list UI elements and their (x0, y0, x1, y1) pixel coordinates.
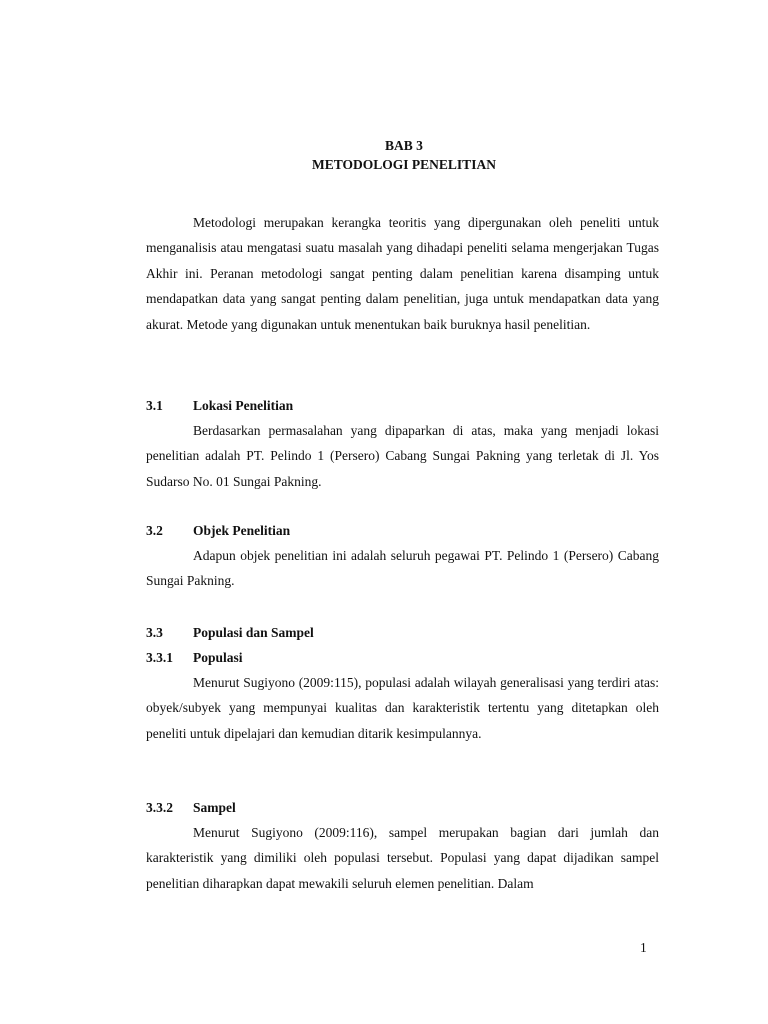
section-heading-3-1 (146, 397, 293, 415)
section-body-3-1: Berdasarkan permasalahan yang dipaparkan di atas, maka yang menjadi lokasi penelitian adalah PT. Pelindo 1 (Persero) Cabang Sungai Pakning yang terletak di Jl. Yos Sudarso No. 01 Sungai Pakning. (146, 423, 659, 489)
page-number: 1 (640, 940, 647, 955)
chapter-label: BAB 3 (385, 138, 423, 153)
section-heading-3-3-2 (146, 799, 236, 817)
section-heading-3-3 (146, 624, 314, 642)
section-title: Sampel (193, 800, 236, 815)
section-number: 3.2 (146, 523, 163, 538)
section-number: 3.3 (146, 625, 163, 640)
section-number: 3.1 (146, 398, 163, 413)
section-heading-3-2 (146, 522, 290, 540)
intro-paragraph: Metodologi merupakan kerangka teoritis yang dipergunakan oleh peneliti untuk menganalisis atau mengatasi suatu masalah yang dihadapi peneliti selama mengerjakan Tugas Akhir ini. Peranan metodologi sangat penting dalam penelitian karena disamping untuk mendapatkan data yang sangat penting dalam penelitian, juga untuk mendapatkan data yang akurat. Metode yang digunakan untuk menentukan baik buruknya hasil penelitian. (146, 215, 659, 332)
section-body-3-3-1: Menurut Sugiyono (2009:115), populasi adalah wilayah generalisasi yang terdiri atas: obyek/subyek yang mempunyai kualitas dan karakteristik tertentu yang ditetapkan oleh peneliti untuk dipelajari dan kemudian ditarik kesimpulannya. (146, 675, 659, 741)
section-number: 3.3.2 (146, 800, 173, 815)
section-number: 3.3.1 (146, 650, 173, 665)
section-title: Populasi (193, 650, 243, 665)
section-body-3-2: Adapun objek penelitian ini adalah seluruh pegawai PT. Pelindo 1 (Persero) Cabang Sungai Pakning. (146, 548, 659, 589)
chapter-title: METODOLOGI PENELITIAN (312, 157, 496, 172)
section-title: Populasi dan Sampel (193, 625, 314, 640)
section-title: Objek Penelitian (193, 523, 291, 538)
section-title: Lokasi Penelitian (193, 398, 294, 413)
section-heading-3-3-1 (146, 649, 243, 667)
section-body-3-3-2: Menurut Sugiyono (2009:116), sampel merupakan bagian dari jumlah dan karakteristik yang dimiliki oleh populasi tersebut. Populasi yang dapat dijadikan sampel penelitian diharapkan dapat mewakili seluruh elemen penelitian. Dalam (146, 825, 659, 891)
